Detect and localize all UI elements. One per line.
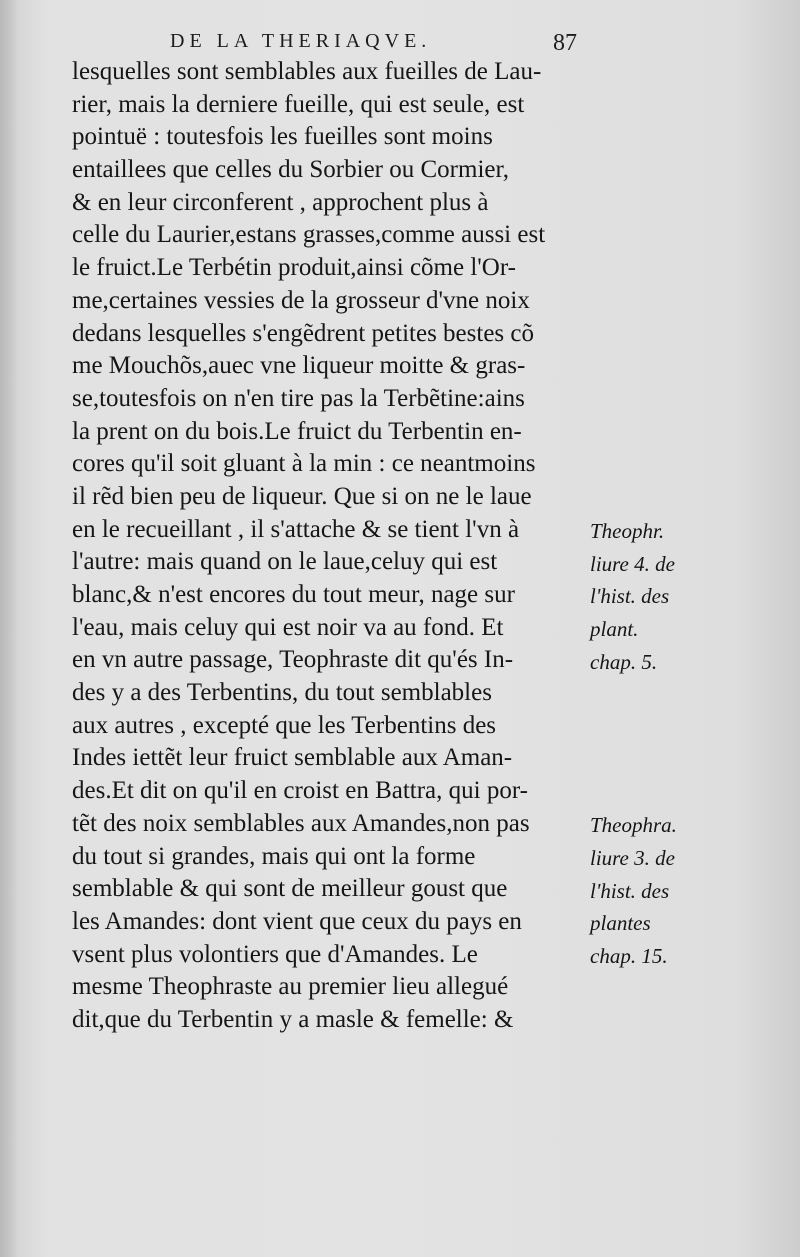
running-title: DE LA THERIAQVE. — [170, 30, 432, 52]
text-line: des y a des Terbentins, du tout semblables — [72, 679, 492, 707]
text-line: des.Et dit on qu'il en croist en Battra, qui por- — [72, 777, 528, 805]
text-line: cores qu'il soit gluant à la min : ce neantmoins — [72, 450, 536, 478]
margin-note-line: plant. — [590, 617, 639, 642]
text-line: lesquelles sont semblables aux fueilles de Lau- — [72, 58, 542, 85]
margin-note-line: l'hist. des — [590, 878, 670, 903]
text-line: se,toutesfois on n'en tire pas la Terbẽtine:ains — [72, 384, 525, 412]
margin-note-line: plantes — [590, 911, 651, 936]
text-line: en vn autre passage, Teophraste dit qu'és In- — [72, 646, 514, 674]
text-line: tẽt des noix semblables aux Amandes,non pas — [72, 809, 530, 837]
text-line: dedans lesquelles s'engẽdrent petites bestes cõ — [72, 319, 534, 347]
text-line: blanc,& n'est encores du tout meur, nage sur — [72, 581, 515, 608]
margin-note-line: chap. 5. — [590, 649, 658, 674]
margin-note-spacer — [590, 777, 677, 810]
margin-note-line: Theophr. — [590, 519, 665, 543]
margin-note-line: Theophra. — [590, 813, 677, 838]
text-line: rier, mais la derniere fueille, qui est seule, est — [72, 90, 525, 118]
text-line: mesme Theophraste au premier lieu allegué — [72, 973, 509, 1001]
text-line: il rẽd bien peu de liqueur. Que si on ne le laue — [72, 482, 532, 510]
body-text-block — [72, 56, 602, 1037]
text-line: la prent on du bois.Le fruict du Terbentin en- — [72, 417, 522, 445]
margin-note-line: chap. 15. — [590, 943, 668, 968]
marginal-notes — [590, 515, 677, 973]
margin-note-line: l'hist. des — [590, 584, 670, 609]
text-line: du tout si grandes, mais qui ont la forme — [72, 842, 476, 870]
text-line: vsent plus volontiers que d'Amandes. Le — [72, 940, 478, 968]
text-line: le fruict.Le Terbétin produit,ainsi cõme l'Or- — [72, 254, 517, 282]
margin-note-spacer — [590, 678, 677, 711]
text-line: celle du Laurier,estans grasses,comme aussi est — [72, 221, 546, 249]
page-number: 87 — [553, 30, 577, 56]
text-line: pointuë : toutesfois les fueilles sont moins — [72, 123, 493, 151]
margin-note-spacer — [590, 711, 677, 744]
margin-note-spacer — [590, 744, 677, 777]
text-line: me,certaines vessies de la grosseur d'vne noix — [72, 286, 530, 314]
text-line: dit,que du Terbentin y a masle & femelle: & — [72, 1005, 514, 1033]
text-line: me Mouchõs,auec vne liqueur moitte & gras- — [72, 352, 526, 380]
text-line: Indes iettẽt leur fruict semblable aux Aman- — [72, 744, 513, 772]
text-line: entaillees que celles du Sorbier ou Cormier, — [72, 156, 510, 184]
text-line: l'autre: mais quand on le laue,celuy qui est — [72, 548, 498, 576]
text-line: aux autres , excepté que les Terbentins des — [72, 711, 497, 739]
text-line: semblable & qui sont de meilleur goust que — [72, 875, 508, 903]
margin-note-line: liure 4. de — [590, 551, 675, 576]
spine-shadow — [0, 0, 18, 1257]
text-line: les Amandes: dont vient que ceux du pays en — [72, 907, 522, 935]
text-line: en le recueillant , il s'attache & se tient l'vn à — [72, 515, 520, 543]
text-line: l'eau, mais celuy qui est noir va au fond. Et — [72, 613, 504, 641]
margin-note-line: liure 3. de — [590, 845, 675, 870]
text-line: & en leur circonferent , approchent plus à — [72, 188, 489, 216]
